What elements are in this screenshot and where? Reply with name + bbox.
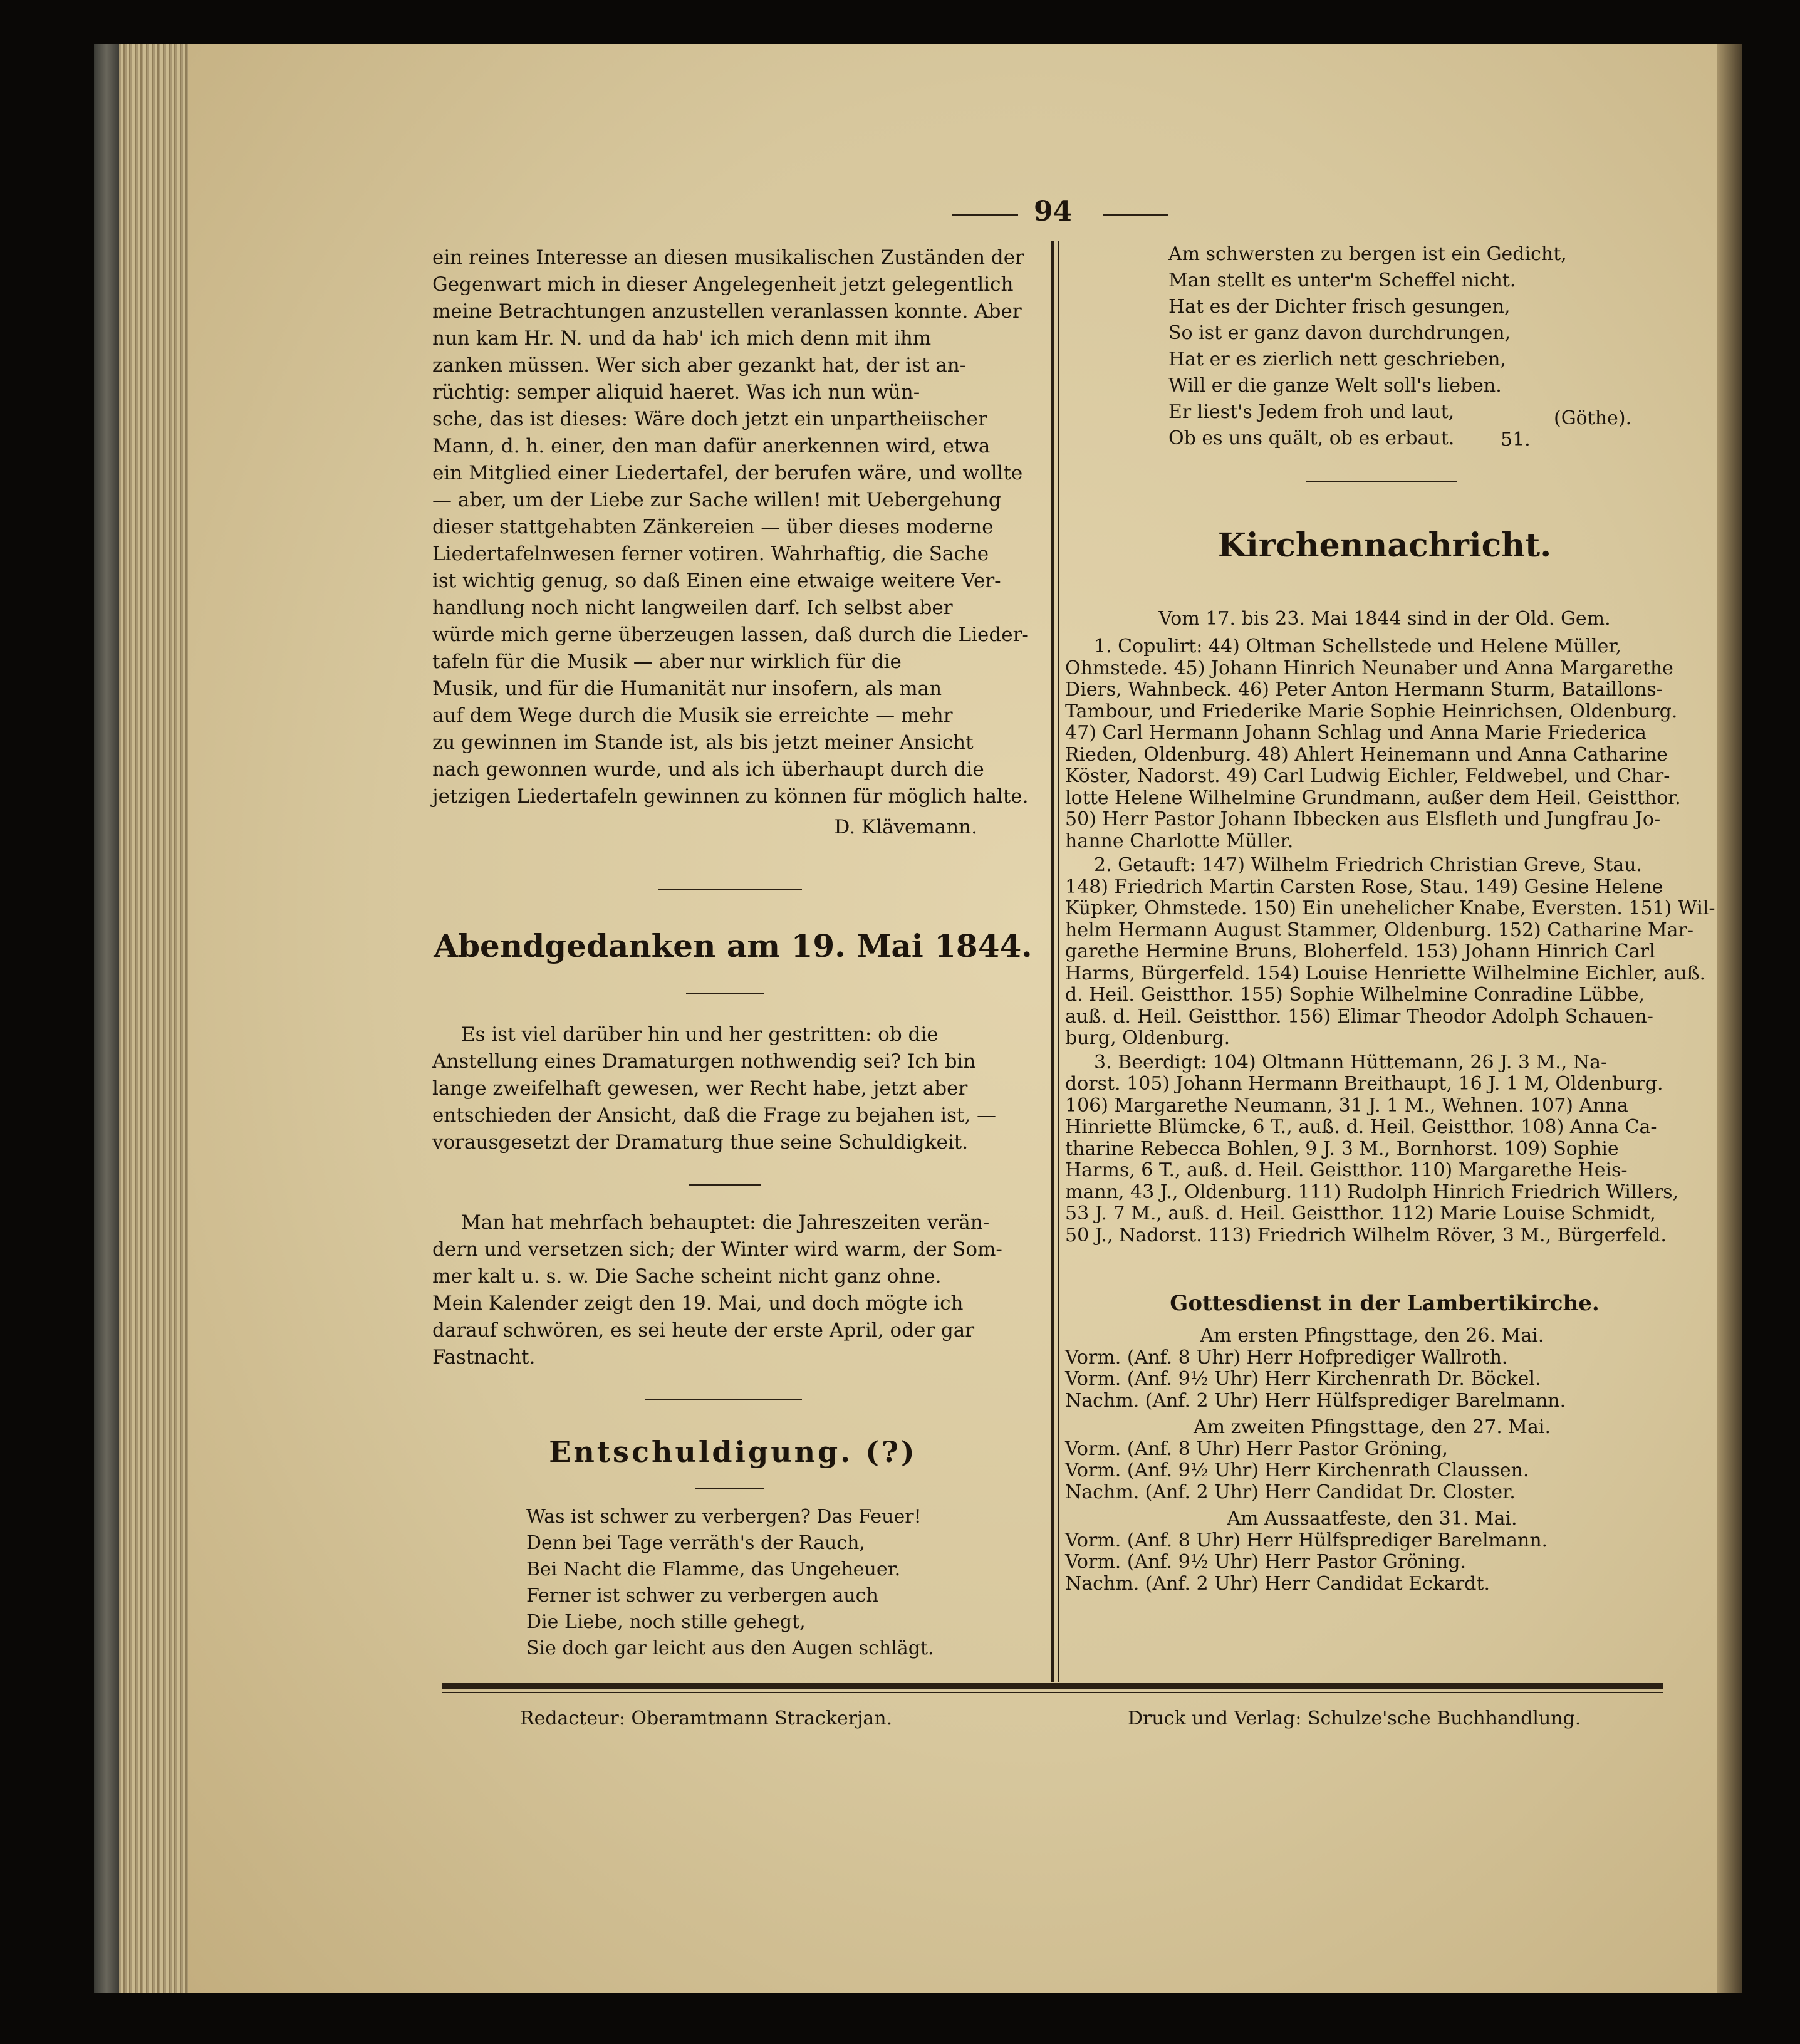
abend-body <box>432 1021 1034 1156</box>
book-spine <box>94 44 119 1993</box>
text-line: Mein Kalender zeigt den 19. Mai, und doch mögte ich <box>432 1292 964 1315</box>
text-line: Ohmstede. 45) Johann Hinrich Neunaber und Anna Margarethe <box>1065 657 1673 679</box>
poem-line: Hat es der Dichter frisch gesungen, <box>1168 296 1511 318</box>
text-line: — aber, um der Liebe zur Sache willen! mit Uebergehung <box>432 489 1001 511</box>
text-line: tharine Rebecca Bohlen, 9 J. 3 M., Bornhorst. 109) Sophie <box>1065 1137 1619 1160</box>
text-line: ist wichtig genug, so daß Einen eine etwaige weitere Ver- <box>432 570 1001 592</box>
service-day: Am Aussaatfeste, den 31. Mai. <box>1227 1508 1517 1530</box>
services-list <box>1065 1325 1679 1595</box>
text-line: 50 J., Nadorst. 113) Friedrich Wilhelm Röver, 3 M., Bürgerfeld. <box>1065 1224 1667 1246</box>
text-line: Küpker, Ohmstede. 150) Ein unehelicher Knabe, Eversten. 151) Wil- <box>1065 897 1715 919</box>
text-line: lotte Helene Wilhelmine Grundmann, außer dem Heil. Geistthor. <box>1065 786 1681 809</box>
text-line: Musik, und für die Humanität nur insofern, als man <box>432 677 942 700</box>
poem-line: Am schwersten zu bergen ist ein Gedicht, <box>1168 243 1567 265</box>
intro-signature: D. Klävemann. <box>834 816 977 838</box>
text-line: garethe Hermine Bruns, Bloherfeld. 153) Johann Hinrich Carl <box>1065 941 1655 962</box>
text-line: 106) Margarethe Neumann, 31 J. 1 M., Wehnen. 107) Anna <box>1065 1094 1628 1117</box>
footer-druck: Druck und Verlag: Schulze'sche Buchhandlung. <box>1128 1708 1581 1729</box>
column-divider <box>1051 241 1054 1682</box>
left-column <box>432 244 1034 841</box>
poem-line: Sie doch gar leicht aus den Augen schlägt. <box>526 1637 934 1659</box>
title-underline <box>695 1488 764 1489</box>
text-line: hanne Charlotte Müller. <box>1065 830 1294 852</box>
text-line: 53 J. 7 M., auß. d. Heil. Geistthor. 112) Marie Louise Schmidt, <box>1065 1202 1656 1224</box>
text-line: Liedertafelnwesen ferner votiren. Wahrhaftig, die Sache <box>432 543 989 565</box>
poem-part-2 <box>1168 241 1620 452</box>
poem-line: Hat er es zierlich nett geschrieben, <box>1168 348 1507 370</box>
abend-title: Abendgedanken am 19. Mai 1844. <box>434 927 1033 964</box>
text-line: nach gewonnen wurde, und als ich überhaupt durch die <box>432 758 984 781</box>
service-line: Nachm. (Anf. 2 Uhr) Herr Candidat Eckardt. <box>1065 1572 1490 1595</box>
text-line: Fastnacht. <box>432 1346 536 1369</box>
service-line: Vorm. (Anf. 8 Uhr) Herr Hofprediger Wallroth. <box>1065 1346 1508 1369</box>
kirchen-subtitle: Vom 17. bis 23. Mai 1844 sind in der Old. Gem. <box>1158 608 1611 630</box>
footer-thick-rule <box>442 1683 1663 1689</box>
text-line: lange zweifelhaft gewesen, wer Recht habe, jetzt aber <box>432 1077 968 1100</box>
text-line: Harms, 6 T., auß. d. Heil. Geistthor. 110) Margarethe Heis- <box>1065 1159 1628 1181</box>
text-line: Köster, Nadorst. 49) Carl Ludwig Eichler, Feldwebel, und Char- <box>1065 765 1670 787</box>
text-line: dieser stattgehabten Zänkereien — über dieses moderne <box>432 516 994 538</box>
poem-line: Will er die ganze Welt soll's lieben. <box>1168 375 1502 397</box>
poem-line: Man stellt es unter'm Scheffel nicht. <box>1168 269 1516 291</box>
kirchen-title: Kirchennachricht. <box>1217 526 1552 565</box>
text-line: sche, das ist dieses: Wäre doch jetzt ein unpartheiischer <box>432 408 987 430</box>
text-line: mer kalt u. s. w. Die Sache scheint nicht ganz ohne. <box>432 1265 942 1288</box>
text-line: 3. Beerdigt: 104) Oltmann Hüttemann, 26 J. 3 M., Na- <box>1094 1051 1608 1073</box>
header-rule-right <box>1103 214 1168 216</box>
service-line: Vorm. (Anf. 9½ Uhr) Herr Pastor Gröning. <box>1065 1551 1467 1573</box>
text-line: 148) Friedrich Martin Carsten Rose, Stau. 149) Gesine Helene <box>1065 875 1663 898</box>
poem-author: (Göthe). <box>1554 407 1632 429</box>
getauft-section <box>1065 854 1715 1050</box>
text-line: mann, 43 J., Oldenburg. 111) Rudolph Hinrich Friedrich Willers, <box>1065 1181 1679 1203</box>
poem-line: Was ist schwer zu verbergen? Das Feuer! <box>526 1506 922 1528</box>
abend-paragraph-1 <box>432 1021 1034 1156</box>
text-line: Man hat mehrfach behauptet: die Jahreszeiten verän- <box>461 1211 990 1234</box>
footer-thin-rule <box>442 1692 1663 1693</box>
service-line: Nachm. (Anf. 2 Uhr) Herr Candidat Dr. Closter. <box>1065 1481 1516 1503</box>
service-line: Nachm. (Anf. 2 Uhr) Herr Hülfsprediger Barelmann. <box>1065 1389 1566 1412</box>
text-line: d. Heil. Geistthor. 155) Sophie Wilhelmine Conradine Lübbe, <box>1065 984 1645 1006</box>
poem-line: Ob es uns quält, ob es erbaut. <box>1168 427 1455 449</box>
separator-rule <box>689 1184 761 1186</box>
text-line: 50) Herr Pastor Johann Ibbecken aus Elsfleth und Jungfrau Jo- <box>1065 808 1661 830</box>
text-line: vorausgesetzt der Dramaturg thue seine Schuldigkeit. <box>432 1131 969 1154</box>
poem-part-1 <box>526 1504 1002 1662</box>
page-gutter-shadow <box>1717 44 1742 1993</box>
text-line: nun kam Hr. N. und da hab' ich mich denn mit ihm <box>432 327 932 350</box>
gottesdienst-title: Gottesdienst in der Lambertikirche. <box>1170 1291 1600 1316</box>
service-line: Vorm. (Anf. 9½ Uhr) Herr Kirchenrath Claussen. <box>1065 1459 1529 1481</box>
poem-number: 51. <box>1501 429 1531 451</box>
entschuldigung-title: Entschuldigung. (?) <box>549 1435 917 1469</box>
text-line: handlung noch nicht langweilen darf. Ich selbst aber <box>432 597 953 619</box>
page-edges <box>119 44 188 1993</box>
text-line: auß. d. Heil. Geistthor. 156) Elimar Theodor Adolph Schauen- <box>1065 1005 1653 1028</box>
service-line: Vorm. (Anf. 9½ Uhr) Herr Kirchenrath Dr. Böckel. <box>1065 1368 1541 1390</box>
text-line: Mann, d. h. einer, den man dafür anerkennen wird, etwa <box>432 435 991 457</box>
abend-body-2 <box>432 1209 1034 1371</box>
text-line: Diers, Wahnbeck. 46) Peter Anton Hermann Sturm, Bataillons- <box>1065 679 1663 701</box>
text-line: dorst. 105) Johann Hermann Breithaupt, 16 J. 1 M, Oldenburg. <box>1065 1073 1663 1095</box>
text-line: Es ist viel darüber hin und her gestritten: ob die <box>461 1023 939 1046</box>
title-underline <box>686 993 764 994</box>
text-line: auf dem Wege durch die Musik sie erreichte — mehr <box>432 704 953 727</box>
abend-paragraph-2 <box>432 1209 1034 1371</box>
text-line: darauf schwören, es sei heute der erste April, oder gar <box>432 1319 975 1342</box>
service-day: Am zweiten Pfingsttage, den 27. Mai. <box>1193 1416 1551 1438</box>
page-number: 94 <box>1034 196 1073 227</box>
poem-line: So ist er ganz davon durchdrungen, <box>1168 322 1511 344</box>
poem-line: Bei Nacht die Flamme, das Ungeheuer. <box>526 1558 901 1580</box>
service-line: Vorm. (Anf. 8 Uhr) Herr Hülfsprediger Barelmann. <box>1065 1529 1548 1551</box>
text-line: jetzigen Liedertafeln gewinnen zu können für möglich halte. <box>432 785 1029 808</box>
text-line: Hinriette Blümcke, 6 T., auß. d. Heil. Geistthor. 108) Anna Ca- <box>1065 1116 1657 1138</box>
text-line: Harms, Bürgerfeld. 154) Louise Henriette Wilhelmine Eichler, auß. <box>1065 962 1706 984</box>
kirchen-body <box>1065 635 1715 1246</box>
text-line: helm Hermann August Stammer, Oldenburg. 152) Catharine Mar- <box>1065 919 1694 941</box>
poem-line: Er liest's Jedem froh und laut, <box>1168 401 1455 423</box>
text-line: ein Mitglied einer Liedertafel, der berufen wäre, und wollte <box>432 462 1023 484</box>
footer-redacteur: Redacteur: Oberamtmann Strackerjan. <box>520 1708 893 1729</box>
intro-paragraph <box>432 244 1034 810</box>
text-line: burg, Oldenburg. <box>1065 1027 1230 1049</box>
text-line: zanken müssen. Wer sich aber gezankt hat, der ist an- <box>432 354 967 377</box>
text-line: 1. Copulirt: 44) Oltman Schellstede und Helene Müller, <box>1094 635 1621 657</box>
beerdigt-section <box>1065 1052 1679 1247</box>
separator-rule <box>645 1399 802 1400</box>
text-line: Rieden, Oldenburg. 48) Ahlert Heinemann und Anna Catharine <box>1065 743 1668 766</box>
service-line: Vorm. (Anf. 8 Uhr) Herr Pastor Gröning, <box>1065 1437 1449 1460</box>
copulirt-section <box>1065 636 1679 852</box>
separator-rule <box>1306 481 1457 482</box>
text-line: würde mich gerne überzeugen lassen, daß durch die Lieder- <box>432 623 1029 646</box>
text-line: 2. Getauft: 147) Wilhelm Friedrich Christian Greve, Stau. <box>1094 854 1643 876</box>
text-line: rüchtig: semper aliquid haeret. Was ich nun wün- <box>432 381 920 404</box>
poem-line: Ferner ist schwer zu verbergen auch <box>526 1585 878 1607</box>
text-line: dern und versetzen sich; der Winter wird warm, der Som- <box>432 1238 1002 1261</box>
text-line: entschieden der Ansicht, daß die Frage zu bejahen ist, — <box>432 1104 997 1127</box>
text-line: zu gewinnen im Stande ist, als bis jetzt meiner Ansicht <box>432 731 974 754</box>
text-line: meine Betrachtungen anzustellen veranlassen konnte. Aber <box>432 300 1022 323</box>
service-day: Am ersten Pfingsttage, den 26. Mai. <box>1200 1325 1544 1347</box>
text-line: Gegenwart mich in dieser Angelegenheit jetzt gelegentlich <box>432 273 1014 296</box>
header-rule-left <box>952 214 1018 216</box>
poem-line: Denn bei Tage verräth's der Rauch, <box>526 1532 865 1554</box>
poem-line: Die Liebe, noch stille gehegt, <box>526 1611 806 1633</box>
separator-rule <box>658 889 802 890</box>
column-divider-2 <box>1058 241 1059 1682</box>
text-line: Tambour, und Friederike Marie Sophie Heinrichsen, Oldenburg. <box>1065 700 1678 722</box>
text-line: 47) Carl Hermann Johann Schlag und Anna Marie Friederica <box>1065 722 1647 744</box>
text-line: tafeln für die Musik — aber nur wirklich für die <box>432 650 902 673</box>
text-line: Anstellung eines Dramaturgen nothwendig sei? Ich bin <box>432 1050 976 1073</box>
text-line: ein reines Interesse an diesen musikalischen Zuständen der <box>432 246 1024 269</box>
